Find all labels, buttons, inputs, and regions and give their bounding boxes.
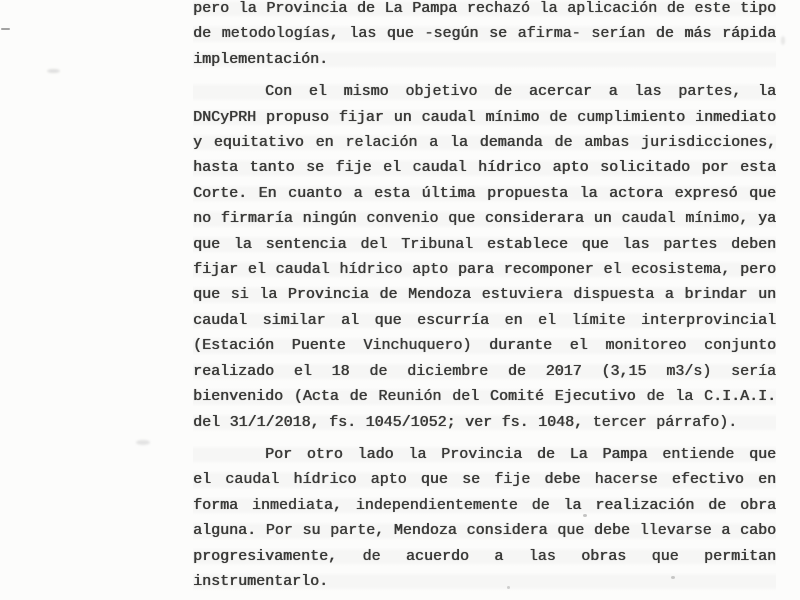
paragraph [193, 79, 776, 435]
scan-artifact [781, 36, 785, 45]
text-line: alguna. Por su parte, Mendoza considera que debe llevarse a cabo [193, 518, 776, 543]
text-line: Con el mismo objetivo de acercar a las partes, la [193, 79, 776, 104]
text-line: DNCyPRH propuso fijar un caudal mínimo de cumplimiento inmediato [193, 105, 776, 130]
text-line: forma inmediata, independientemente de la realización de obra [193, 493, 776, 518]
text-line: no firmaría ningún convenio que considerara un caudal mínimo, ya [193, 206, 776, 231]
text-line: fijar el caudal hídrico apto para recomponer el ecosistema, pero [193, 257, 776, 282]
text-line: bienvenido (Acta de Reunión del Comité Ejecutivo de la C.I.A.I. [193, 384, 776, 409]
text-line: y equitativo en relación a la demanda de ambas jurisdicciones, [193, 130, 776, 155]
text-line: progresivamente, de acuerdo a las obras que permitan [193, 544, 776, 569]
scan-artifact [136, 440, 150, 445]
document-text [193, 0, 776, 594]
text-line: realizado el 18 de diciembre de 2017 (3,15 m3/s) sería [193, 359, 776, 384]
text-line: de metodologías, las que -según se afirma- serían de más rápida [193, 21, 776, 46]
text-line: el caudal hídrico apto que se fije debe hacerse efectivo en [193, 467, 776, 492]
scan-artifact [47, 69, 60, 73]
text-line: caudal similar al que escurría en el límite interprovincial [193, 308, 776, 333]
text-line: del 31/1/2018, fs. 1045/1052; ver fs. 1048, tercer párrafo). [193, 410, 776, 435]
text-line: que la sentencia del Tribunal establece que las partes deben [193, 232, 776, 257]
paragraph [193, 442, 776, 594]
paragraph [193, 0, 776, 72]
text-line: (Estación Puente Vinchuquero) durante el monitoreo conjunto [193, 333, 776, 358]
text-line: hasta tanto se fije el caudal hídrico apto solicitado por esta [193, 155, 776, 180]
text-line: instrumentarlo. [193, 569, 776, 594]
text-line: implementación. [193, 47, 776, 72]
text-line: pero la Provincia de La Pampa rechazó la aplicación de este tipo [193, 0, 776, 21]
text-line: Por otro lado la Provincia de La Pampa entiende que [193, 442, 776, 467]
scan-artifact [1, 28, 10, 30]
text-line: Corte. En cuanto a esta última propuesta la actora expresó que [193, 181, 776, 206]
text-line: que si la Provincia de Mendoza estuviera dispuesta a brindar un [193, 282, 776, 307]
